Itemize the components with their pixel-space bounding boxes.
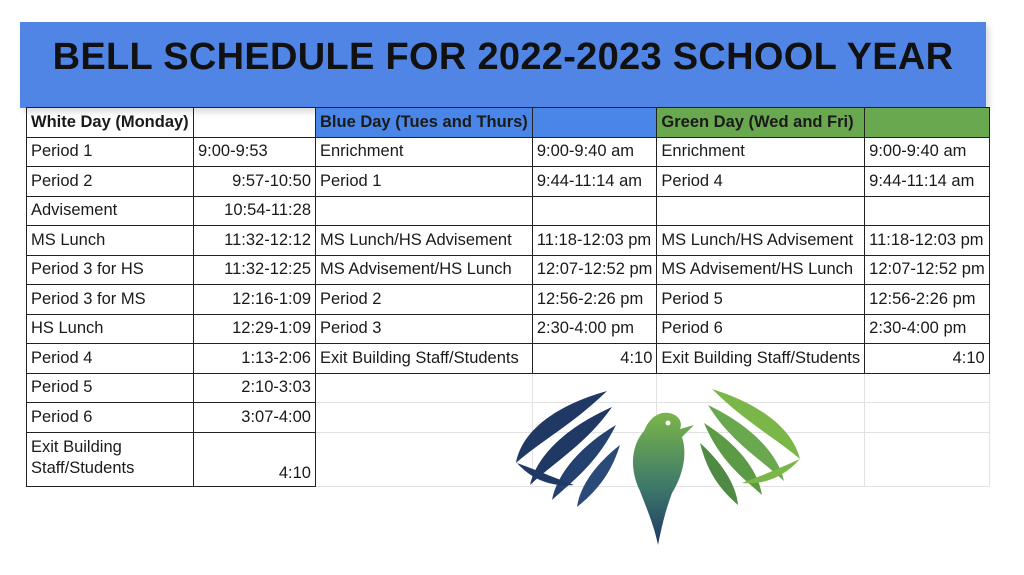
- table-header-row: [27, 108, 990, 138]
- blue-period-time: [532, 196, 657, 226]
- green-day-header-blank: [865, 108, 990, 138]
- empty-cell: [865, 373, 990, 403]
- green-period-label: Period 6: [657, 314, 865, 344]
- white-period-label: HS Lunch: [27, 314, 194, 344]
- white-period-label: Period 4: [27, 344, 194, 374]
- green-period-label: Exit Building Staff/Students: [657, 344, 865, 374]
- blue-period-time: 11:18-12:03 pm: [532, 226, 657, 256]
- blue-period-time: 12:07-12:52 pm: [532, 255, 657, 285]
- empty-cell: [865, 432, 990, 486]
- white-period-time: 4:10: [194, 432, 316, 486]
- green-period-time: 12:07-12:52 pm: [865, 255, 990, 285]
- white-period-label: Period 2: [27, 167, 194, 197]
- green-period-time: 9:44-11:14 am: [865, 167, 990, 197]
- green-period-label: MS Advisement/HS Lunch: [657, 255, 865, 285]
- page-title: BELL SCHEDULE FOR 2022-2023 SCHOOL YEAR: [52, 36, 954, 78]
- white-period-label: Exit Building Staff/Students: [27, 432, 194, 486]
- green-period-label: [657, 196, 865, 226]
- green-period-time: 12:56-2:26 pm: [865, 285, 990, 315]
- blue-day-header: Blue Day (Tues and Thurs): [316, 108, 533, 138]
- green-period-time: 9:00-9:40 am: [865, 137, 990, 167]
- white-period-label: Advisement: [27, 196, 194, 226]
- blue-period-time: 9:44-11:14 am: [532, 167, 657, 197]
- blue-period-label: Period 2: [316, 285, 533, 315]
- table-row: [27, 167, 990, 197]
- blue-period-label: Enrichment: [316, 137, 533, 167]
- white-period-label: Period 1: [27, 137, 194, 167]
- table-row: [27, 403, 990, 433]
- white-period-label: Period 3 for MS: [27, 285, 194, 315]
- table-row: [27, 432, 990, 486]
- table-row: [27, 255, 990, 285]
- white-period-time: 12:29-1:09: [194, 314, 316, 344]
- white-day-header-blank: [194, 108, 316, 138]
- white-period-time: 9:57-10:50: [194, 167, 316, 197]
- empty-cell: [865, 403, 990, 433]
- white-period-label: Period 3 for HS: [27, 255, 194, 285]
- blue-period-time: 2:30-4:00 pm: [532, 314, 657, 344]
- white-period-time: 2:10-3:03: [194, 373, 316, 403]
- table-row: [27, 226, 990, 256]
- green-period-time: [865, 196, 990, 226]
- green-period-time: 4:10: [865, 344, 990, 374]
- white-period-time: 10:54-11:28: [194, 196, 316, 226]
- blue-period-label: MS Lunch/HS Advisement: [316, 226, 533, 256]
- green-day-header: Green Day (Wed and Fri): [657, 108, 865, 138]
- white-period-time: 3:07-4:00: [194, 403, 316, 433]
- white-period-label: MS Lunch: [27, 226, 194, 256]
- blue-period-time: 9:00-9:40 am: [532, 137, 657, 167]
- bell-schedule-table: [26, 107, 990, 487]
- title-banner: [20, 22, 986, 108]
- blue-period-label: MS Advisement/HS Lunch: [316, 255, 533, 285]
- empty-cell: [316, 403, 533, 433]
- white-period-time: 12:16-1:09: [194, 285, 316, 315]
- green-period-label: MS Lunch/HS Advisement: [657, 226, 865, 256]
- blue-period-time: 12:56-2:26 pm: [532, 285, 657, 315]
- blue-period-label: Exit Building Staff/Students: [316, 344, 533, 374]
- empty-cell: [316, 432, 533, 486]
- blue-day-header-blank: [532, 108, 657, 138]
- table-row: [27, 314, 990, 344]
- empty-cell: [316, 373, 533, 403]
- white-period-time: 11:32-12:12: [194, 226, 316, 256]
- white-period-label: Period 5: [27, 373, 194, 403]
- phoenix-logo-icon: [512, 385, 804, 550]
- table-row: [27, 373, 990, 403]
- green-period-time: 11:18-12:03 pm: [865, 226, 990, 256]
- green-period-label: Period 5: [657, 285, 865, 315]
- white-period-time: 1:13-2:06: [194, 344, 316, 374]
- green-period-label: Enrichment: [657, 137, 865, 167]
- white-day-header: White Day (Monday): [27, 108, 194, 138]
- table-row: [27, 344, 990, 374]
- blue-period-label: Period 3: [316, 314, 533, 344]
- blue-period-label: Period 1: [316, 167, 533, 197]
- blue-period-time: 4:10: [532, 344, 657, 374]
- white-period-label: Period 6: [27, 403, 194, 433]
- blue-period-label: [316, 196, 533, 226]
- green-period-time: 2:30-4:00 pm: [865, 314, 990, 344]
- table-row: [27, 285, 990, 315]
- table-row: [27, 196, 990, 226]
- white-period-time: 9:00-9:53: [194, 137, 316, 167]
- green-period-label: Period 4: [657, 167, 865, 197]
- white-period-time: 11:32-12:25: [194, 255, 316, 285]
- table-row: [27, 137, 990, 167]
